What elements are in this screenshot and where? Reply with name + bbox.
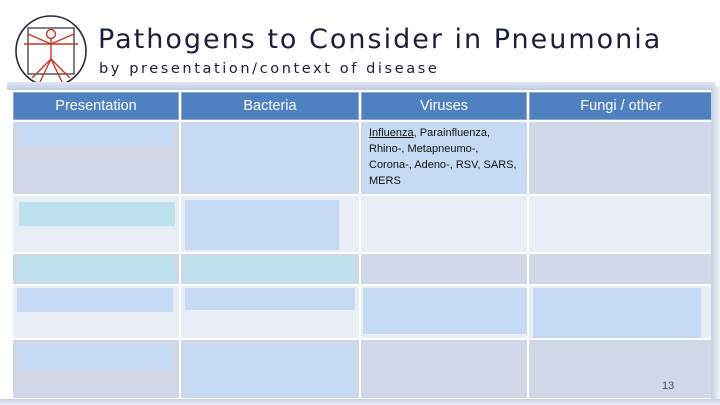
placeholder-box [17,124,174,146]
placeholder-box [185,344,355,398]
placeholder-box [17,288,173,312]
slide-title: Pathogens to Consider in Pneumonia [98,24,663,55]
table-cell [529,254,713,284]
table-cell [529,340,713,398]
column-header-bacteria: Bacteria [181,92,359,120]
header-divider-bar [7,82,715,90]
placeholder-box [363,288,527,334]
vitruvian-man-logo [14,14,88,88]
placeholder-box [185,124,355,192]
table-cell [361,254,527,284]
table-cell [529,122,713,194]
column-header-presentation: Presentation [13,92,179,120]
column-header-viruses: Viruses [361,92,527,120]
influenza-link[interactable]: Influenza [369,127,414,139]
slide-shadow-bottom [0,399,720,405]
viruses-list-text: , Parainfluenza, Rhino-, Metapneumo-, Corona-, Adeno-, RSV, SARS, MERS [369,127,517,187]
table-cell [529,196,713,252]
placeholder-box [17,256,175,282]
slide-subtitle: by presentation/context of disease [99,61,440,77]
placeholder-box [185,288,355,310]
table-cell [361,196,527,252]
placeholder-box [185,200,339,250]
placeholder-box [19,202,175,226]
slide-shadow-right [711,86,720,405]
page-number: 13 [662,380,675,392]
viruses-list-cell [361,122,527,194]
column-header-fungi-other: Fungi / other [529,92,713,120]
placeholder-box [533,288,701,338]
table-cell [361,340,527,398]
placeholder-box [185,256,355,282]
placeholder-box [17,344,173,370]
